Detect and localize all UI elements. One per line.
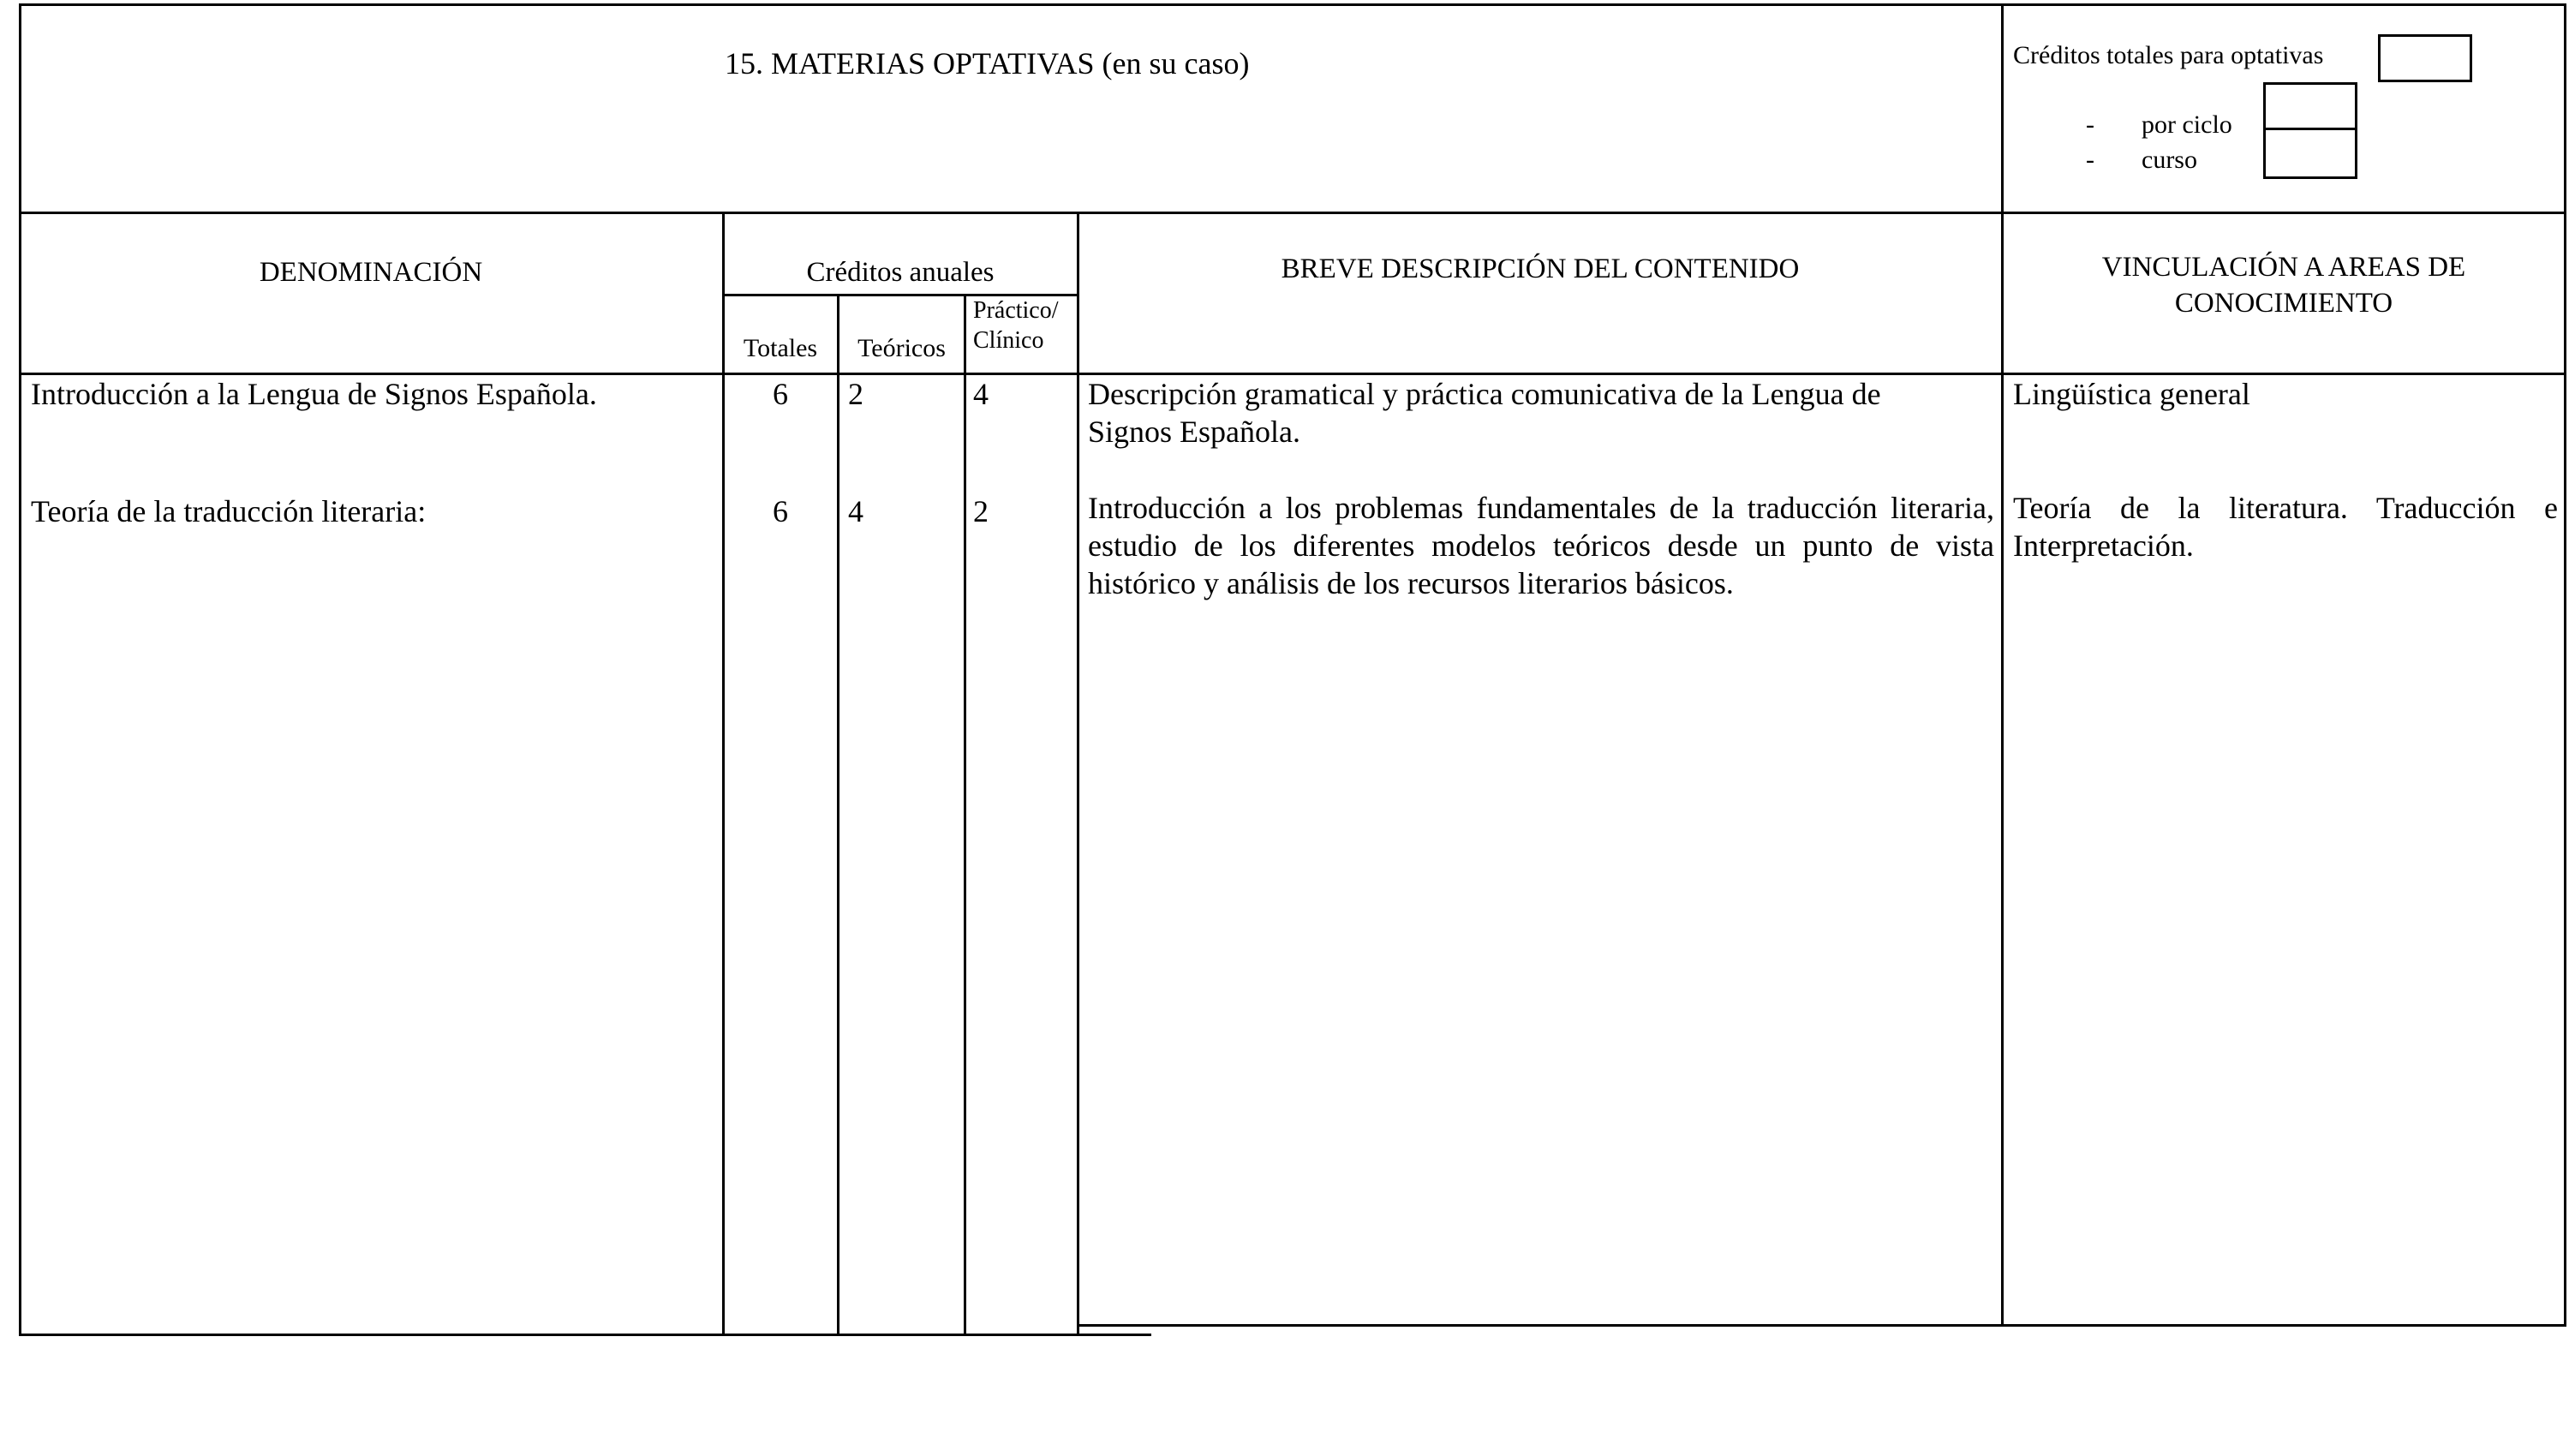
col-line-practico — [1077, 212, 1079, 1335]
header-vinculacion-line2: CONOCIMIENTO — [2174, 288, 2393, 319]
left-border — [19, 3, 21, 1336]
row-totales: 6 — [773, 494, 788, 528]
header-vinculacion-line1: VINCULACIÓN A AREAS DE — [2101, 252, 2466, 283]
header-denominacion: DENOMINACIÓN — [259, 257, 483, 288]
section-title: 15. MATERIAS OPTATIVAS (en su caso) — [725, 46, 1250, 81]
header-teoricos: Teóricos — [857, 334, 946, 362]
col-line-teoricos — [964, 294, 966, 1335]
header-descripcion: BREVE DESCRIPCIÓN DEL CONTENIDO — [1281, 254, 1800, 284]
row-vinculacion: Teoría de la literatura. Traducción e Interpretación. — [2013, 491, 2558, 563]
total-credits-field[interactable] — [2378, 34, 2472, 82]
row-denominacion: Teoría de la traducción literaria: — [31, 494, 427, 528]
total-credits-label: Créditos totales para optativas — [2013, 41, 2324, 69]
row-practico: 2 — [973, 494, 989, 528]
header-separator — [19, 212, 2566, 214]
curso-field[interactable] — [2263, 128, 2357, 179]
row-teoricos: 4 — [848, 494, 863, 528]
header-creditos-anuales: Créditos anuales — [806, 257, 995, 288]
row-totales: 6 — [773, 377, 788, 411]
row-vinculacion: Lingüística general — [2013, 377, 2250, 411]
por-ciclo-label: por ciclo — [2142, 110, 2232, 139]
top-border — [19, 3, 2566, 6]
header-practico-line1: Práctico/ — [973, 297, 1059, 324]
por-ciclo-dash: - — [2086, 110, 2094, 139]
bottom-border-right — [1079, 1324, 2566, 1327]
row-practico: 4 — [973, 377, 989, 411]
right-border — [2564, 3, 2566, 1327]
bottom-border — [19, 1334, 1151, 1336]
row-descripcion: Introducción a los problemas fundamentales de la traducción literaria, estudio de los diferentes modelos teóricos desde un punto de vista histórico y análisis de los recursos literarios básicos. — [1088, 491, 1994, 600]
header-panel-divider — [2001, 3, 2004, 1327]
curso-label: curso — [2142, 146, 2197, 174]
row-descripcion: Descripción gramatical y práctica comunicativa de la Lengua de Signos Española. — [1088, 377, 1881, 449]
header-totales: Totales — [743, 334, 818, 362]
header-practico-line2: Clínico — [973, 327, 1044, 354]
curso-dash: - — [2086, 146, 2094, 174]
col-line-totales — [837, 294, 839, 1335]
por-ciclo-field[interactable] — [2263, 82, 2357, 130]
row-denominacion: Introducción a la Lengua de Signos Española. — [31, 377, 597, 411]
row-teoricos: 2 — [848, 377, 863, 411]
